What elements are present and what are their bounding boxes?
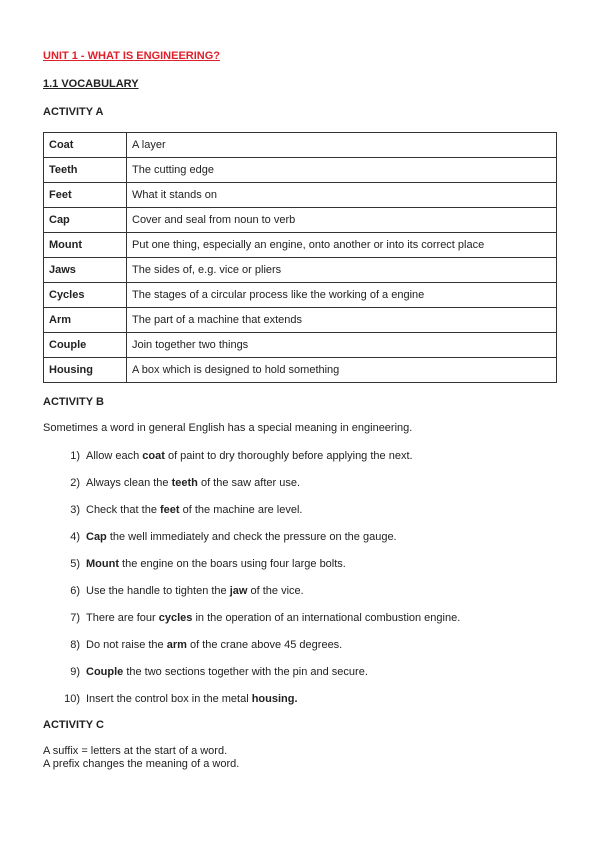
sentence-text: Allow each (86, 450, 143, 462)
list-item (43, 498, 563, 525)
prefix-definition: A prefix changes the meaning of a word. (43, 758, 240, 770)
table-row (44, 233, 557, 258)
item-number: 4) (70, 531, 80, 543)
activity-b-intro: Sometimes a word in general English has a special meaning in engineering. (43, 422, 413, 434)
term-cell: Couple (44, 333, 127, 358)
list-item (43, 687, 563, 714)
table-row (44, 308, 557, 333)
table-row (44, 258, 557, 283)
table-row (44, 208, 557, 233)
keyword: housing. (251, 693, 298, 705)
table-row (44, 283, 557, 308)
table-row (44, 333, 557, 358)
activity-a-heading: ACTIVITY A (43, 106, 104, 118)
definition-cell: The part of a machine that extends (127, 308, 557, 333)
keyword: Cap (86, 531, 107, 543)
sentence-text: Do not raise the (86, 639, 167, 651)
term-cell: Teeth (44, 158, 127, 183)
definition-cell: Put one thing, especially an engine, onto another or into its correct place (127, 233, 557, 258)
table-row (44, 158, 557, 183)
term-cell: Coat (44, 133, 127, 158)
sentence-text: Always clean the (86, 477, 172, 489)
definition-cell: Join together two things (127, 333, 557, 358)
list-item (43, 579, 563, 606)
section-title: 1.1 VOCABULARY (43, 78, 139, 90)
item-number: 8) (70, 639, 80, 651)
item-number: 1) (70, 450, 80, 462)
keyword: coat (142, 450, 165, 462)
keyword: teeth (171, 477, 198, 489)
definition-cell: The stages of a circular process like the working of a engine (127, 283, 557, 308)
keyword: Mount (86, 558, 119, 570)
term-cell: Housing (44, 358, 127, 383)
activity-c-heading: ACTIVITY C (43, 719, 104, 731)
definition-cell: The sides of, e.g. vice or pliers (127, 258, 557, 283)
keyword: Couple (86, 666, 124, 678)
term-cell: Mount (44, 233, 127, 258)
activity-b-heading: ACTIVITY B (43, 396, 104, 408)
list-item (43, 606, 563, 633)
definition-cell: What it stands on (127, 183, 557, 208)
sentence-list (43, 444, 563, 714)
table-row (44, 133, 557, 158)
table-row (44, 183, 557, 208)
sentence-text: of the vice. (247, 585, 304, 597)
keyword: feet (160, 504, 180, 516)
term-cell: Feet (44, 183, 127, 208)
keyword: cycles (158, 612, 193, 624)
sentence-text: in the operation of an international combustion engine. (192, 612, 461, 624)
vocabulary-table (43, 132, 557, 383)
list-item (43, 525, 563, 552)
sentence-text: There are four (86, 612, 159, 624)
item-number: 10) (64, 693, 80, 705)
sentence-text: Insert the control box in the metal (86, 693, 252, 705)
item-number: 2) (70, 477, 80, 489)
keyword: jaw (229, 585, 248, 597)
sentence-text: of the machine are level. (179, 504, 303, 516)
sentence-text: the well immediately and check the pressure on the gauge. (106, 531, 397, 543)
item-number: 3) (70, 504, 80, 516)
definition-cell: Cover and seal from noun to verb (127, 208, 557, 233)
sentence-text: of the crane above 45 degrees. (186, 639, 343, 651)
definition-cell: A box which is designed to hold something (127, 358, 557, 383)
definition-cell: The cutting edge (127, 158, 557, 183)
item-number: 9) (70, 666, 80, 678)
sentence-text: of paint to dry thoroughly before applying the next. (164, 450, 413, 462)
suffix-definition: A suffix = letters at the start of a word. (43, 745, 228, 757)
sentence-text: of the saw after use. (197, 477, 301, 489)
term-cell: Cycles (44, 283, 127, 308)
item-number: 7) (70, 612, 80, 624)
list-item (43, 471, 563, 498)
list-item (43, 660, 563, 687)
list-item (43, 444, 563, 471)
item-number: 5) (70, 558, 80, 570)
sentence-text: Use the handle to tighten the (86, 585, 230, 597)
list-item (43, 552, 563, 579)
keyword: arm (166, 639, 187, 651)
sentence-text: the engine on the boars using four large bolts. (118, 558, 346, 570)
sentence-text: Check that the (86, 504, 160, 516)
list-item (43, 633, 563, 660)
definition-cell: A layer (127, 133, 557, 158)
item-number: 6) (70, 585, 80, 597)
sentence-text: the two sections together with the pin and secure. (123, 666, 368, 678)
term-cell: Arm (44, 308, 127, 333)
term-cell: Jaws (44, 258, 127, 283)
table-row (44, 358, 557, 383)
term-cell: Cap (44, 208, 127, 233)
unit-title: UNIT 1 - WHAT IS ENGINEERING? (43, 50, 221, 62)
